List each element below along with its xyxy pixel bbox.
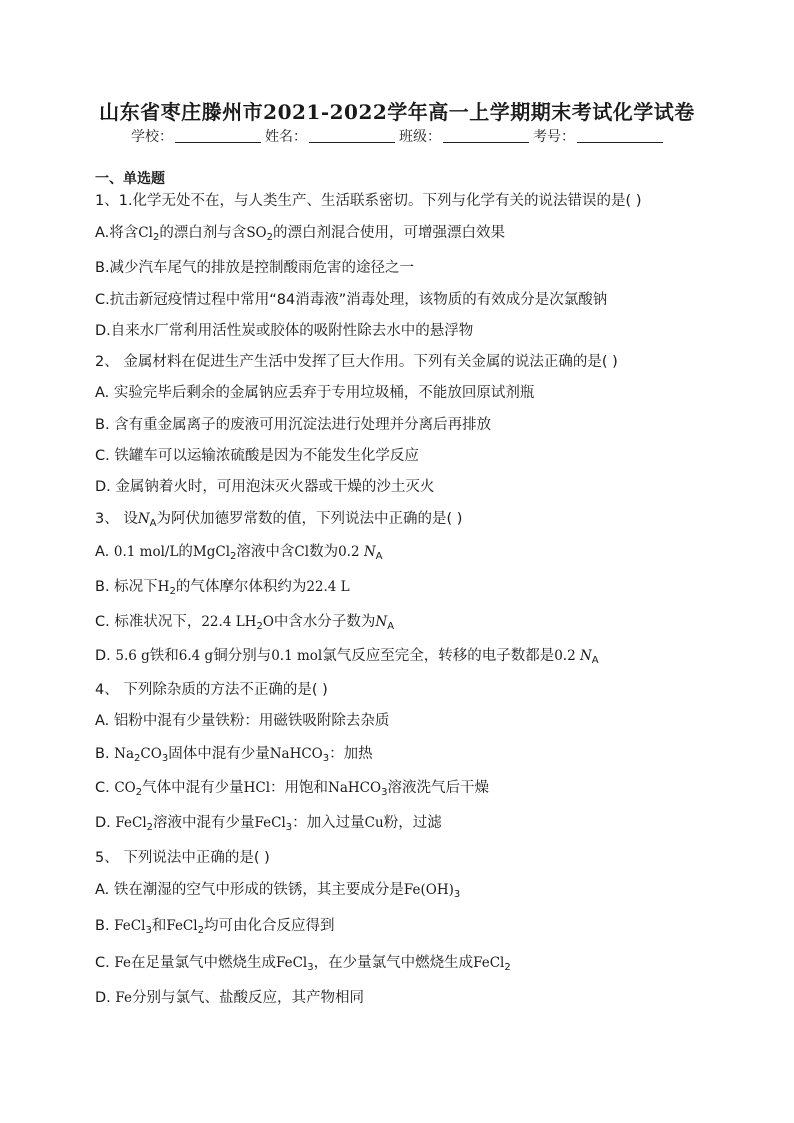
exam-number-field: 考号： — [533, 126, 663, 146]
name-blank[interactable] — [309, 142, 395, 143]
exam-number-blank[interactable] — [577, 142, 663, 143]
school-blank[interactable] — [175, 142, 261, 143]
question-4-option-a: A. 铝粉中混有少量铁粉：用磁铁吸附除去杂质 — [95, 713, 390, 729]
question-2-option-d: D. 金属钠着火时，可用泡沫灭火器或干燥的沙土灭火 — [95, 479, 435, 495]
question-5-option-d: D. Fe分别与氯气、盐酸反应，其产物相同 — [95, 990, 365, 1006]
question-4-stem: 4、 下列除杂质的方法不正确的是( ) — [95, 682, 328, 698]
question-1-stem: 1、1.化学无处不在，与人类生产、生活联系密切。下列与化学有关的说法错误的是( ) — [95, 193, 642, 209]
question-3-option-a: A. 0.1 mol/L的MgCl$_2$溶液中含Cl数为0.2 $N_A$ — [95, 544, 383, 562]
question-2-stem: 2、 金属材料在促进生产生活中发挥了巨大作用。下列有关金属的说法正确的是( ) — [95, 354, 618, 370]
class-blank[interactable] — [443, 142, 529, 143]
question-3-option-b: B. 标况下$H_2$的气体摩尔体积约为22.4 L — [95, 579, 350, 597]
question-4-option-c: C. $CO_2$气体中混有少量HCl：用饱和NaHCO$_3$溶液洗气后干燥 — [95, 780, 489, 798]
question-3-stem: 3、 设$N_A$为阿伏加德罗常数的值，下列说法中正确的是( ) — [95, 511, 463, 529]
question-3-option-d: D. 5.6 g铁和6.4 g铜分别与0.1 mol氯气反应至完全，转移的电子数都是0.2 $N_A$ — [95, 648, 599, 666]
name-field: 姓名： — [265, 126, 395, 146]
question-1-option-b: B.减少汽车尾气的排放是控制酸雨危害的途径之一 — [95, 260, 415, 276]
student-info-line — [0, 126, 794, 146]
question-1-option-c: C.抗击新冠疫情过程中常用“84消毒液”消毒处理，该物质的有效成分是次氯酸钠 — [95, 292, 608, 308]
question-5-stem: 5、 下列说法中正确的是( ) — [95, 850, 270, 866]
question-3-option-c: C. 标准状况下，22.4 $LH_2O$中含水分子数为$N_A$ — [95, 614, 395, 632]
question-2-option-a: A. 实验完毕后剩余的金属钠应丢弃于专用垃圾桶，不能放回原试剂瓶 — [95, 385, 535, 401]
question-1-option-a: A.将含$Cl_2$的漂白剂与含$SO_2$的漂白剂混合使用，可增强漂白效果 — [95, 225, 506, 243]
question-2-option-c: C. 铁罐车可以运输浓硫酸是因为不能发生化学反应 — [95, 448, 419, 464]
question-5-option-c: C. Fe在足量氯气中燃烧生成FeCl$_3$，在少量氯气中燃烧生成FeCl$_2$ — [95, 955, 511, 973]
school-field: 学校： — [131, 126, 261, 146]
class-field: 班级： — [399, 126, 529, 146]
section-heading: 一、单选题 — [95, 171, 165, 187]
question-4-option-b: B. $Na_2CO_3$固体中混有少量NaHCO$_3$：加热 — [95, 746, 373, 764]
question-2-option-b: B. 含有重金属离子的废液可用沉淀法进行处理并分离后再排放 — [95, 417, 492, 433]
question-4-option-d: D. FeCl$_2$溶液中混有少量FeCl$_3$：加入过量Cu粉，过滤 — [95, 815, 442, 833]
exam-title: 山东省枣庄滕州市2021-2022学年高一上学期期末考试化学试卷 — [99, 100, 695, 124]
question-5-option-a: A. 铁在潮湿的空气中形成的铁锈，其主要成分是$Fe(OH)_3$ — [95, 882, 461, 900]
question-5-option-b: B. FeCl$_3$和FeCl$_2$均可由化合反应得到 — [95, 918, 335, 936]
question-1-option-d: D.自来水厂常利用活性炭或胶体的吸附性除去水中的悬浮物 — [95, 323, 474, 339]
